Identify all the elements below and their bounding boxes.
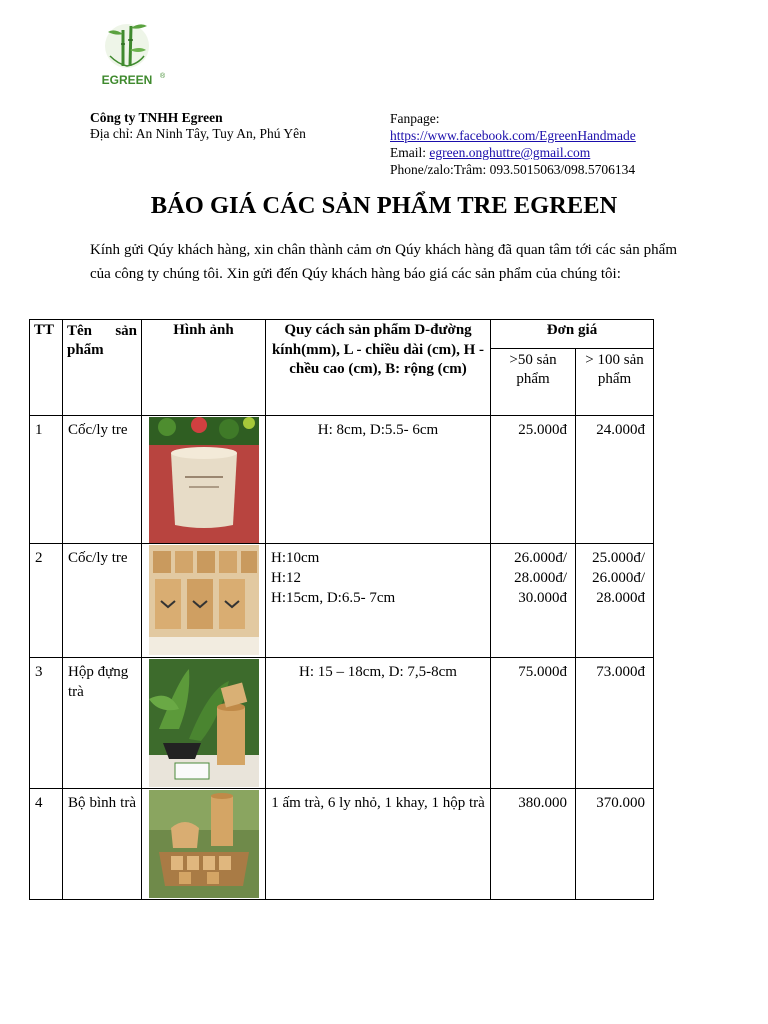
row-product-name: Cốc/ly tre <box>63 544 142 658</box>
company-name: Công ty TNHH Egreen <box>90 110 223 125</box>
header-image: Hình ảnh <box>142 320 266 416</box>
header-price-over100: > 100 sản phẩm <box>576 349 654 416</box>
row-spec <box>266 416 491 544</box>
row-product-name: Hộp đựng trà <box>63 658 142 789</box>
row-image-cell <box>142 658 266 789</box>
logo-registered-mark: ® <box>160 73 165 80</box>
header-spec: Quy cách sản phẩm D-đường kính(mm), L - chiều dài (cm), H - chều cao (cm), B: rộng (cm) <box>266 320 491 416</box>
company-address: Địa chỉ: An Ninh Tây, Tuy An, Phú Yên <box>90 126 306 141</box>
row-product-name: Cốc/ly tre <box>63 416 142 544</box>
row-image-cell <box>142 544 266 658</box>
row-tt: 1 <box>30 416 63 544</box>
row-spec <box>266 544 491 658</box>
price-line: 73.000đ <box>596 664 645 680</box>
table-row <box>30 544 654 658</box>
page-title: BÁO GIÁ CÁC SẢN PHẨM TRE EGREEN <box>150 192 618 219</box>
row-price-over100 <box>576 416 654 544</box>
spec-line: H:15cm, D:6.5- 7cm <box>271 590 396 606</box>
row-image-cell <box>142 416 266 544</box>
table-row <box>30 416 654 544</box>
price-line: 28.000đ/ <box>514 570 567 586</box>
row-image-cell <box>142 789 266 900</box>
row-price-over100 <box>576 658 654 789</box>
spec-line: H:12 <box>271 570 301 586</box>
spec-line: H: 8cm, D:5.5- 6cm <box>317 422 439 438</box>
logo-brand-text: EGREEN <box>101 73 153 87</box>
row-spec <box>266 789 491 900</box>
phone-line: Phone/zalo:Trâm: 093.5015063/098.5706134 <box>390 162 636 177</box>
bamboo-tea-box-photo <box>149 659 259 787</box>
row-price-over50 <box>491 544 576 658</box>
row-price-over50 <box>491 658 576 789</box>
row-price-over50 <box>491 416 576 544</box>
row-price-over50 <box>491 789 576 900</box>
row-tt: 2 <box>30 544 63 658</box>
table-row <box>30 658 654 789</box>
row-tt: 4 <box>30 789 63 900</box>
price-line: 380.000 <box>518 795 567 811</box>
price-line: 24.000đ <box>596 422 645 438</box>
price-line: 28.000đ <box>596 590 645 606</box>
fanpage-label: Fanpage: <box>390 111 440 126</box>
table-row <box>30 789 654 900</box>
row-tt: 3 <box>30 658 63 789</box>
email-link[interactable]: egreen.onghuttre@gmail.com <box>429 145 591 160</box>
price-line: 30.000đ <box>518 590 567 606</box>
price-line: 370.000 <box>596 795 645 811</box>
price-line: 75.000đ <box>518 664 567 680</box>
intro-paragraph: Kính gửi Qúy khách hàng, xin chân thành cảm ơn Qúy khách hàng đã quan tâm tới các sản phẩm của công ty chúng tôi. Xin gửi đến Qúy khách hàng báo giá các sản phẩm của chúng tôi: <box>90 242 677 282</box>
bamboo-cup-photo <box>149 417 259 543</box>
table-header-row <box>30 320 654 349</box>
company-logo <box>90 20 165 92</box>
row-price-over100 <box>576 789 654 900</box>
fanpage-link[interactable]: https://www.facebook.com/EgreenHandmade <box>390 128 636 143</box>
header-tt: TT <box>30 320 63 416</box>
contact-info <box>390 110 636 178</box>
header-unit-price: Đơn giá <box>491 320 654 349</box>
bamboo-tea-set-photo <box>149 790 259 898</box>
spec-line: H:10cm <box>271 550 320 566</box>
spec-line: 1 ấm trà, 6 ly nhỏ, 1 khay, 1 hộp trà <box>271 795 485 811</box>
row-price-over100 <box>576 544 654 658</box>
row-product-name: Bộ bình trà <box>63 789 142 900</box>
price-table <box>29 319 654 900</box>
price-line: 26.000đ/ <box>514 550 567 566</box>
header-price-over50: >50 sản phẩm <box>491 349 576 416</box>
email-line <box>390 144 636 161</box>
row-spec <box>266 658 491 789</box>
price-line: 26.000đ/ <box>592 570 645 586</box>
company-info <box>90 110 306 142</box>
bamboo-logo-icon <box>90 20 165 92</box>
spec-line: H: 15 – 18cm, D: 7,5-8cm <box>299 664 457 680</box>
price-line: 25.000đ <box>518 422 567 438</box>
email-label: Email: <box>390 145 430 160</box>
price-line: 25.000đ/ <box>592 550 645 566</box>
bamboo-cups-group-photo <box>149 545 259 655</box>
header-product-name: Tên sản phẩm <box>63 320 142 416</box>
